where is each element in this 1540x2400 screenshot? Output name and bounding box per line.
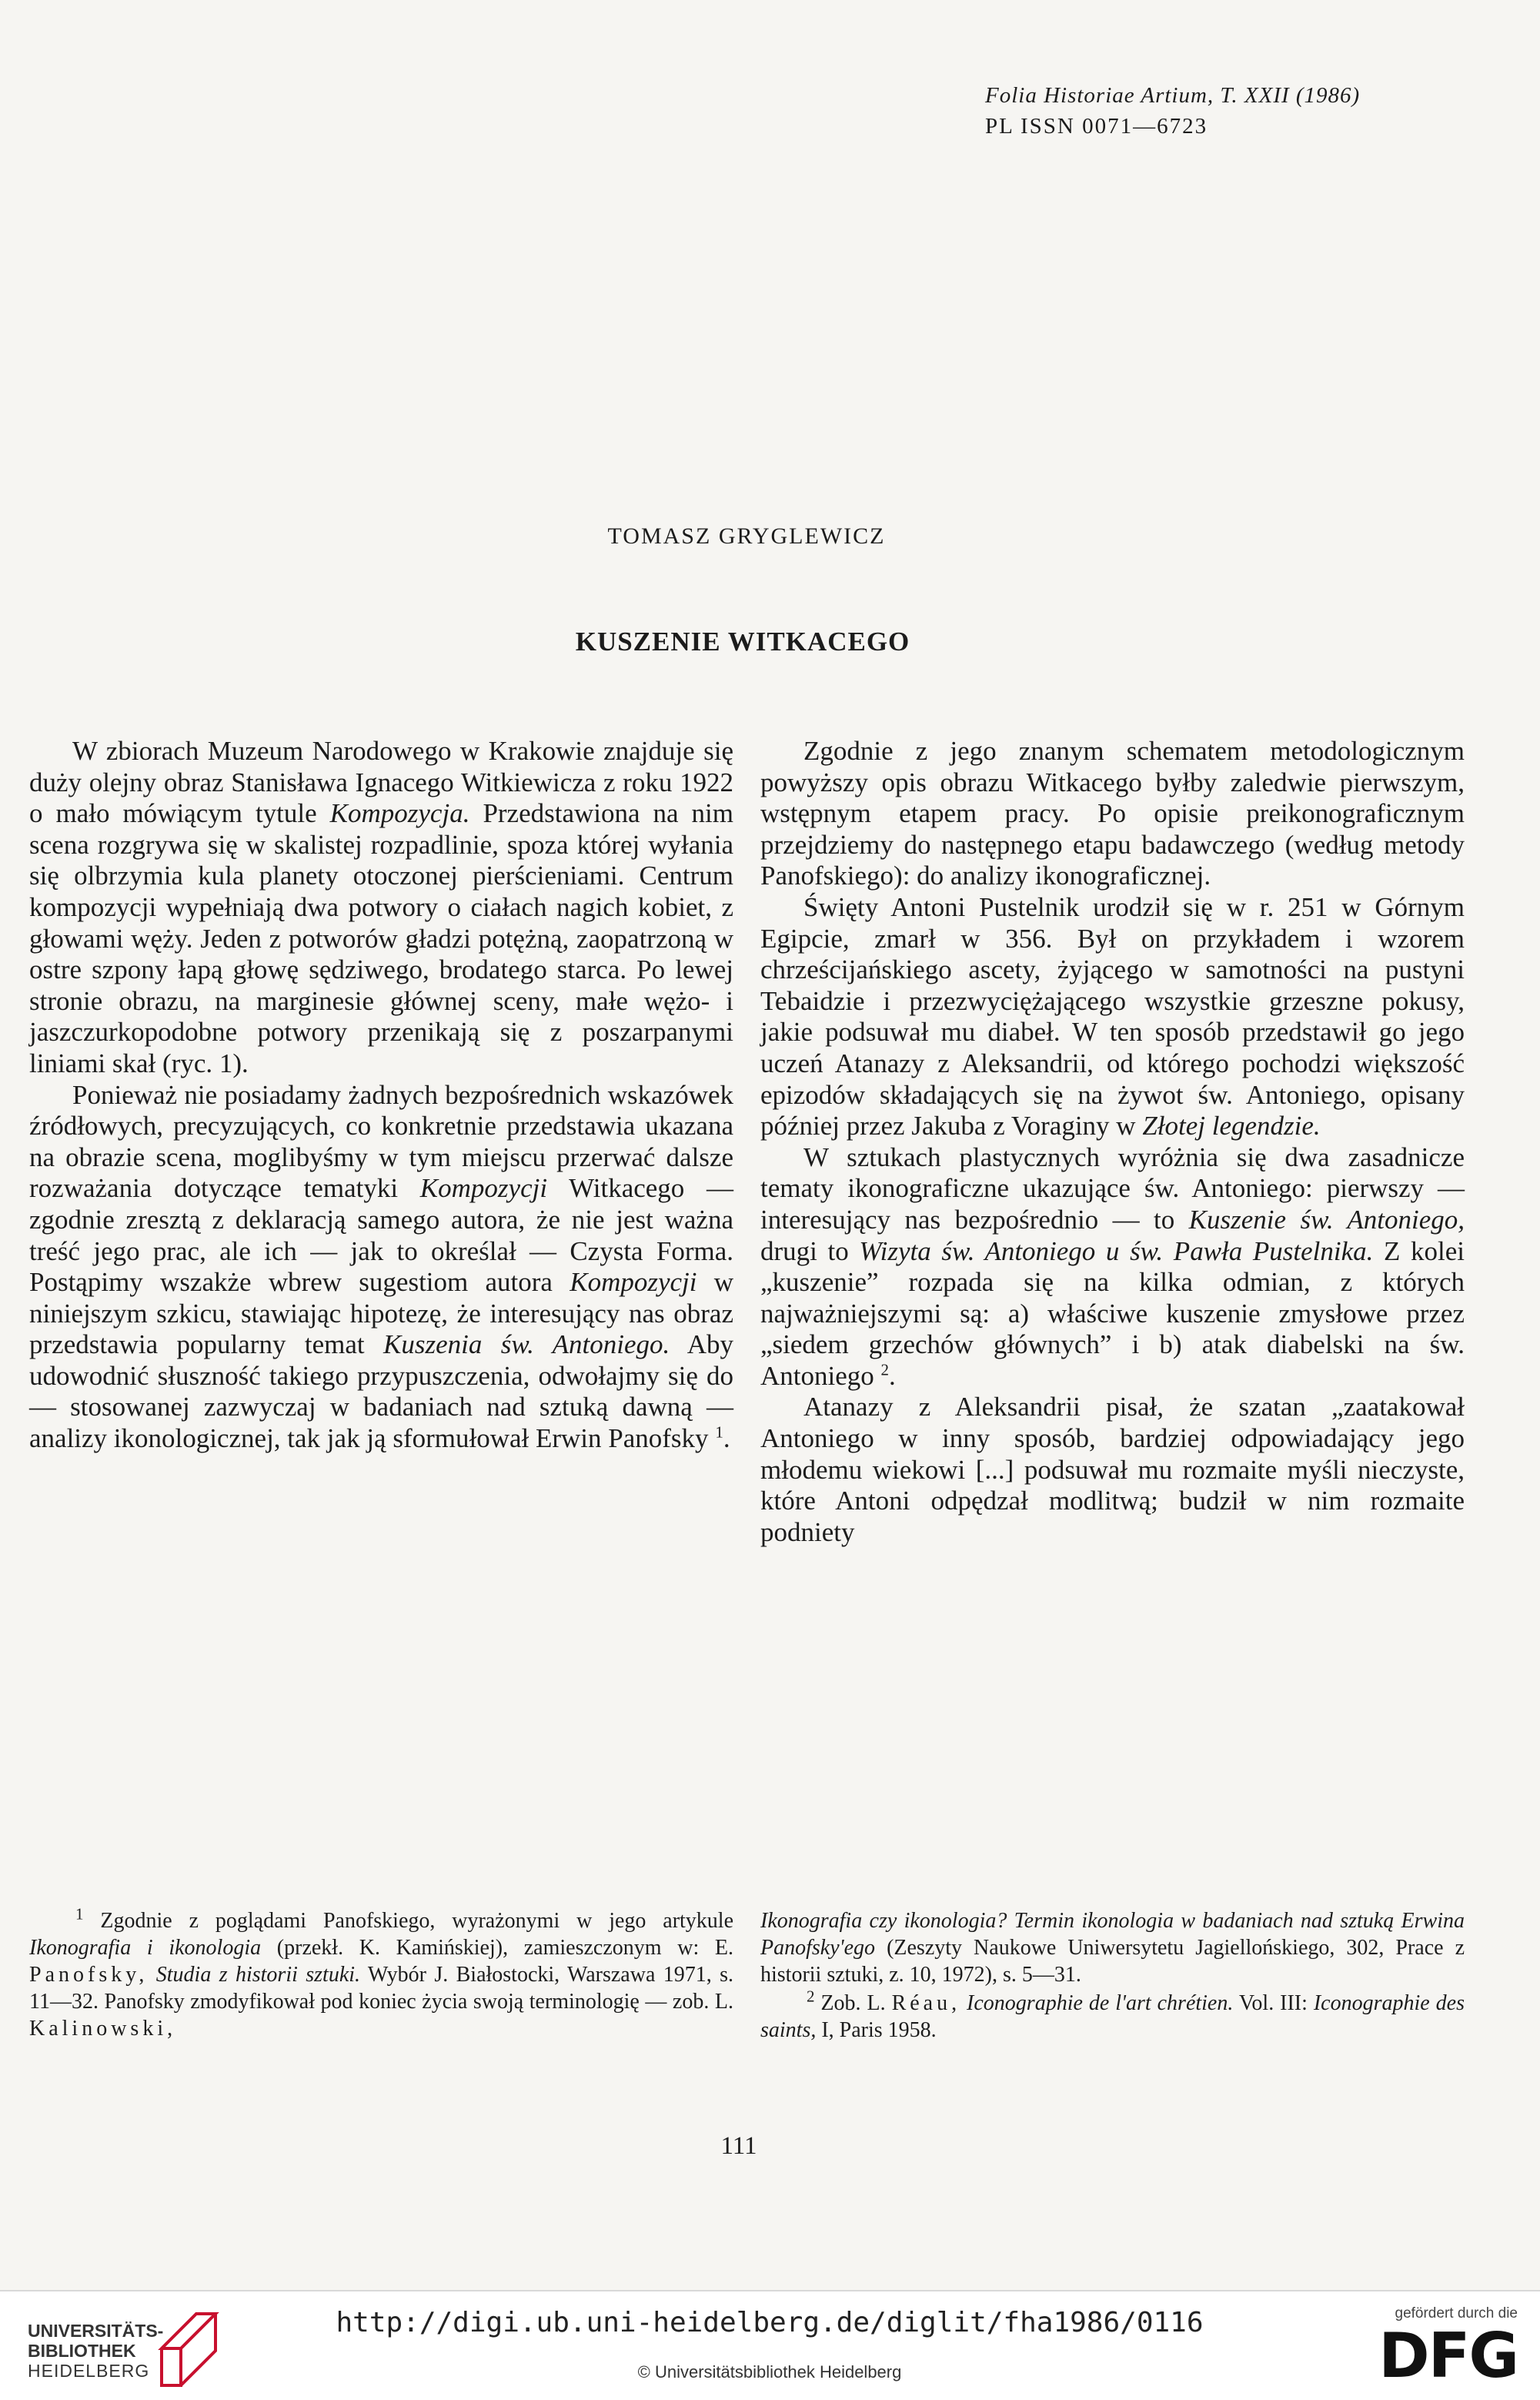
journal-title-line: Folia Historiae Artium, T. XXII (1986) xyxy=(985,83,1361,108)
paragraph: Ponieważ nie posiadamy żadnych bezpośrednich wskazówek źródłowych, precyzujących, co konkretnie przedstawia ukazana na obrazie scena, moglibyśmy w tym miejscu przerwać dalsze rozważania dotyczące tematyki Kompozycji Witkacego — zgodnie zresztą z deklaracją samego autora, że nie jest ważna treść jego prac, ale ich — jak to określał — Czysta Forma. Postąpimy wszakże wbrew sugestiom autora Kompozycji w niniejszym szkicu, stawiając hipotezę, że interesujący nas obraz przedstawia popularny temat Kuszenia św. Antoniego. Aby udowodnić słuszność takiego przypuszczenia, odwołajmy się do — stosowanej zazwyczaj w badaniach nad sztuką dawną — analizy ikonologicznej, tak jak ją sformułował Erwin Panofsky $^1$. xyxy=(29,1079,734,1454)
library-mark-icon xyxy=(154,2302,223,2391)
library-name-line: UNIVERSITÄTS- xyxy=(28,2321,164,2341)
library-city-line: HEIDELBERG xyxy=(28,2361,150,2381)
dfg-logo[interactable]: DFG xyxy=(1378,2320,1518,2392)
article-title: KUSZENIE WITKACEGO xyxy=(575,627,910,657)
footnotes-right xyxy=(760,1907,1465,2045)
article-author: TOMASZ GRYGLEWICZ xyxy=(607,523,886,549)
body-column-right xyxy=(760,736,1465,1548)
footnote-ref: 2 xyxy=(880,1360,890,1379)
funding-note: gefördert durch die xyxy=(1395,2305,1518,2321)
paragraph: Święty Antoni Pustelnik urodził się w r. 251 w Górnym Egipcie, zmarł w 356. Był on przykładem i wzorem chrześcijańskiego ascety, żyjącego w samotności na pustyni Tebaidzie i przezwyciężającego wszystkie grzeszne pokusy, jakie podsuwał mu diabeł. W ten sposób przedstawił go jego uczeń Atanazy z Aleksandrii, od którego pochodzi większość epizodów składających się na żywot św. Antoniego, opisany później przez Jakuba z Voraginy w Złotej legendzie. xyxy=(760,891,1465,1142)
footnote-1-continued: Ikonografia czy ikonologia? Termin ikonologia w badaniach nad sztuką Erwina Panofsky'ego (Zeszyty Naukowe Uniwersytetu Jagiellońskiego, 302, Prace z historii sztuki, z. 10, 1972), s. 5—31. xyxy=(760,1909,1465,1987)
digitization-footer xyxy=(0,2290,1540,2400)
journal-issn-line: PL ISSN 0071—6723 xyxy=(985,114,1208,139)
permalink[interactable]: http://digi.ub.uni-heidelberg.de/diglit/fha1986/0116 xyxy=(336,2307,1204,2338)
library-name-line: BIBLIOTHEK xyxy=(28,2341,136,2361)
footnotes-left xyxy=(29,1904,734,2044)
page-number: 111 xyxy=(720,2132,757,2160)
paragraph: W sztukach plastycznych wyróżnia się dwa zasadnicze tematy ikonograficzne ukazujące św. Antoniego: pierwszy — interesujący nas bezpośrednio — to Kuszenie św. Antoniego, drugi to Wizyta św. Antoniego u św. Pawła Pustelnika. Z kolei „kuszenie” rozpada się na kilka odmian, z których najważniejszymi są: a) właściwe kuszenie zmysłowe przez „siedem grzechów głównych” i b) atak diabelski na św. Antoniego $^2$. xyxy=(760,1142,1465,1391)
paragraph: W zbiorach Muzeum Narodowego w Krakowie znajduje się duży olejny obraz Stanisława Ignacego Witkiewicza z roku 1922 o mało mówiącym tytule Kompozycja. Przedstawiona na nim scena rozgrywa się w skalistej rozpadlinie, spoza której wyłania się olbrzymia kula planety otoczonej pierścieniami. Centrum kompozycji wypełniają dwa potwory o ciałach nagich kobiet, z głowami węży. Jeden z potworów gładzi potężną, zaopatrzoną w ostre szpony łapą głowę sędziwego, brodatego starca. Po lewej stronie obrazu, na marginesie głównej sceny, małe wężo- i jaszczurkopodobne potwory przenikają się z poszarpanymi liniami skał (ryc. 1). xyxy=(29,736,733,1078)
footnote-1: $^1$ Zgodnie z poglądami Panofskiego, wyrażonymi w jego artykule Ikonografia i ikonologia (przekł. K. Kamińskiej), zamieszczonym w: E. Panofsky, Studia z historii sztuki. Wybór J. Białostocki, Warszawa 1971, s. 11—32. Panofsky zmodyfikował pod koniec życia swoją terminologię — zob. L. Kalinowski, xyxy=(29,1904,734,2041)
footnote-2: $^2$ Zob. L. Réau, Iconographie de l'art chrétien. Vol. III: Iconographie des saints, I, Paris 1958. xyxy=(760,1987,1465,2042)
footnote-ref: 1 xyxy=(715,1422,723,1442)
paragraph: Zgodnie z jego znanym schematem metodologicznym powyższy opis obrazu Witkacego byłby zaledwie pierwszym, wstępnym etapem pracy. Po opisie preikonograficznym przejdziemy do następnego etapu badawczego (według metody Panofskiego): do analizy ikonograficznej. xyxy=(760,736,1465,891)
journal-reference xyxy=(985,80,1478,142)
body-column-left xyxy=(29,736,733,1455)
paragraph: Atanazy z Aleksandrii pisał, że szatan „zaatakował Antoniego w inny sposób, bardziej odpowiadający jego młodemu wiekowi [...] podsuwał mu rozmaite myśli nieczyste, które Antoni odpędzał modlitwą; budził w nim rozmaite podniety xyxy=(760,1392,1465,1547)
copyright-notice: © Universitätsbibliothek Heidelberg xyxy=(637,2362,902,2382)
